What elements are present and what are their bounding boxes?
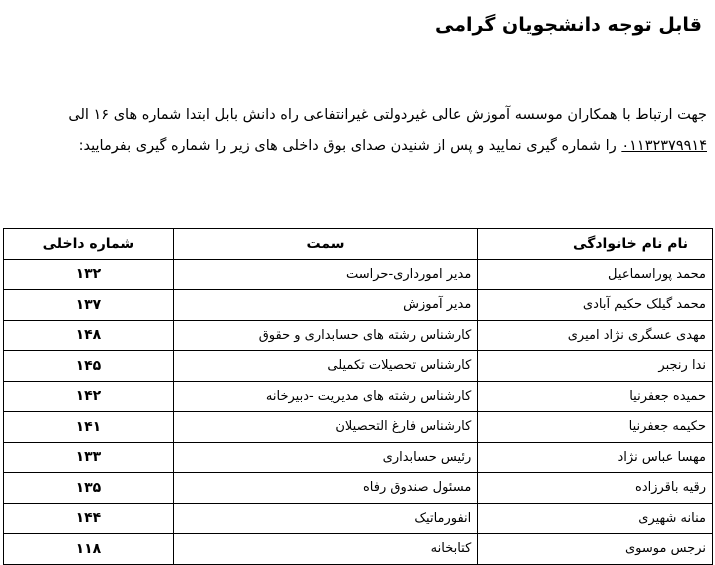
cell-position: کارشناس تحصیلات تکمیلی (173, 351, 478, 382)
cell-extension: ۱۳۳ (4, 442, 174, 473)
header-extension: شماره داخلی (4, 229, 174, 260)
cell-name: ندا رنجبر (478, 351, 713, 382)
cell-position: مدیر امورداری-حراست (173, 259, 478, 290)
cell-extension: ۱۱۸ (4, 534, 174, 565)
cell-position: انفورماتیک (173, 503, 478, 534)
table-row (4, 473, 713, 504)
cell-position: کتابخانه (173, 534, 478, 565)
cell-name: نرجس موسوی (478, 534, 713, 565)
table-row (4, 351, 713, 382)
notice-title: قابل توجه دانشجویان گرامی (435, 14, 702, 36)
cell-extension: ۱۴۲ (4, 381, 174, 412)
cell-extension: ۱۴۵ (4, 351, 174, 382)
table-row (4, 503, 713, 534)
table-row (4, 534, 713, 565)
cell-extension: ۱۴۸ (4, 320, 174, 351)
cell-extension: ۱۳۷ (4, 290, 174, 321)
table-row (4, 442, 713, 473)
table-row (4, 412, 713, 443)
table-header-row (4, 229, 713, 260)
cell-name: حکیمه جعفرنیا (478, 412, 713, 443)
intro-text-end: را شماره گیری نمایید و پس از شنیدن صدای بوق داخلی های زیر را شماره گیری بفرمایید: (78, 138, 622, 154)
extension-directory-table (3, 228, 713, 565)
table-row (4, 381, 713, 412)
cell-name: رقیه باقرزاده (478, 473, 713, 504)
cell-extension: ۱۳۲ (4, 259, 174, 290)
cell-position: مدیر آموزش (173, 290, 478, 321)
cell-position: کارشناس رشته های حسابداری و حقوق (173, 320, 478, 351)
intro-text-start: جهت ارتباط با همکاران موسسه آموزش عالی غیردولتی غیرانتفاعی راه دانش بابل ابتدا شماره های ۱۶ الی (68, 107, 707, 123)
cell-name: مهسا عباس نژاد (478, 442, 713, 473)
cell-position: کارشناس فارغ التحصیلان (173, 412, 478, 443)
cell-name: مهدی عسگری نژاد امیری (478, 320, 713, 351)
header-name: نام نام خانوادگی (478, 229, 713, 260)
cell-position: رئیس حسابداری (173, 442, 478, 473)
table-row (4, 259, 713, 290)
phone-number: ۰۱۱۳۲۳۷۹۹۱۴ (621, 138, 707, 154)
table-row (4, 320, 713, 351)
cell-name: حمیده جعفرنیا (478, 381, 713, 412)
table-row (4, 290, 713, 321)
cell-position: مسئول صندوق رفاه (173, 473, 478, 504)
cell-extension: ۱۳۵ (4, 473, 174, 504)
header-position: سمت (173, 229, 478, 260)
intro-paragraph (47, 100, 707, 162)
cell-extension: ۱۴۴ (4, 503, 174, 534)
cell-name: محمد پوراسماعیل (478, 259, 713, 290)
cell-name: منانه شهیری (478, 503, 713, 534)
cell-name: محمد گیلک حکیم آبادی (478, 290, 713, 321)
cell-position: کارشناس رشته های مدیریت -دبیرخانه (173, 381, 478, 412)
cell-extension: ۱۴۱ (4, 412, 174, 443)
